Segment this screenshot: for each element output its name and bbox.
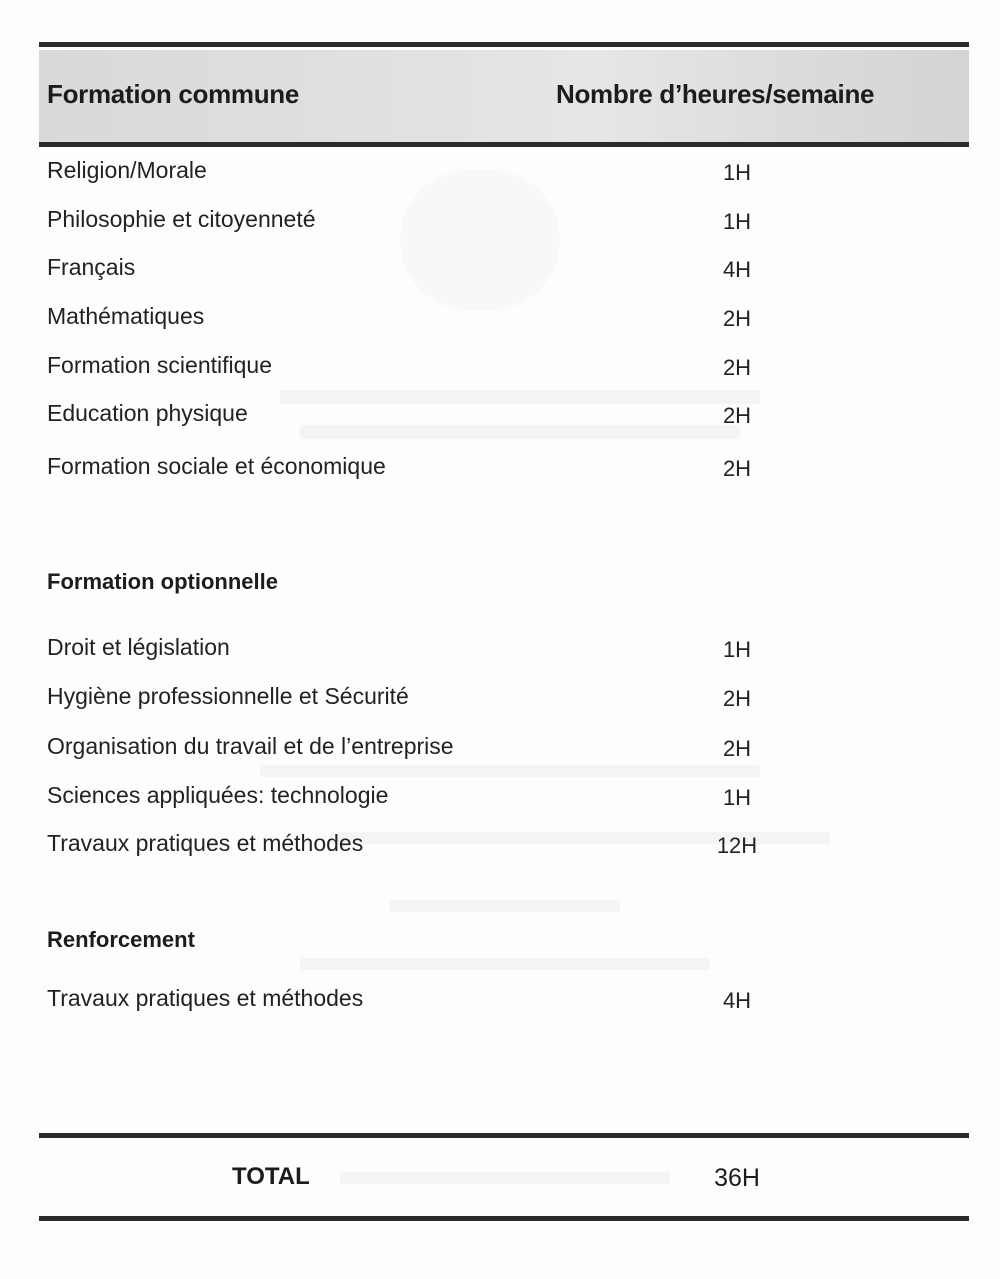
hours-cell: 2H — [722, 403, 752, 428]
table-row — [47, 733, 807, 765]
hours-cell: 4H — [722, 257, 752, 282]
hours-cell: 1H — [722, 160, 752, 185]
table-row — [47, 830, 807, 862]
hours-cell: 2H — [722, 355, 752, 380]
subject-cell: Mathématiques — [47, 303, 205, 329]
hours-cell: 2H — [722, 736, 752, 761]
total-value: 36H — [714, 1164, 760, 1192]
hours-cell: 1H — [722, 209, 752, 234]
hours-cell: 2H — [722, 306, 752, 331]
column-header-subject: Formation commune — [47, 79, 300, 109]
column-header-hours: Nombre d’heures/semaine — [556, 79, 875, 109]
bleed-through-mark — [400, 170, 560, 310]
total-bottom-rule — [39, 1216, 969, 1221]
bleed-through-mark — [260, 765, 760, 777]
hours-cell: 4H — [722, 988, 752, 1013]
total-top-rule — [39, 1133, 969, 1138]
table-row — [47, 157, 807, 189]
table-row — [47, 782, 807, 814]
bleed-through-mark — [390, 900, 620, 912]
subject-cell: Religion/Morale — [47, 157, 207, 183]
hours-cell: 1H — [722, 785, 752, 810]
hours-cell: 2H — [722, 456, 752, 481]
subject-cell: Droit et législation — [47, 634, 230, 660]
hours-cell: 12H — [716, 833, 758, 858]
section-title-formation-optionnelle: Formation optionnelle — [47, 569, 278, 594]
subject-cell: Sciences appliquées: technologie — [47, 782, 389, 808]
hours-cell: 2H — [722, 686, 752, 711]
table-row — [47, 985, 807, 1017]
subject-cell: Organisation du travail et de l’entreprise — [47, 733, 454, 759]
subject-cell: Travaux pratiques et méthodes — [47, 830, 364, 856]
subject-cell: Hygiène professionnelle et Sécurité — [47, 683, 409, 709]
subject-cell: Français — [47, 254, 136, 280]
subject-cell: Philosophie et citoyenneté — [47, 206, 316, 232]
subject-cell: Education physique — [47, 400, 248, 426]
table-row — [47, 453, 807, 485]
table-row — [47, 303, 807, 335]
header-bottom-rule — [39, 142, 969, 147]
subject-cell: Travaux pratiques et méthodes — [47, 985, 364, 1011]
top-rule — [39, 42, 969, 47]
subject-cell: Formation sociale et économique — [47, 453, 386, 479]
total-label: TOTAL — [232, 1163, 310, 1190]
hours-cell: 1H — [722, 637, 752, 662]
table-row — [47, 254, 807, 286]
table-row — [47, 400, 807, 432]
bleed-through-mark — [340, 1172, 670, 1184]
table-row — [47, 352, 807, 384]
subject-cell: Formation scientifique — [47, 352, 272, 378]
table-row — [47, 683, 807, 715]
section-title-renforcement: Renforcement — [47, 927, 195, 952]
bleed-through-mark — [300, 958, 710, 970]
table-row — [47, 634, 807, 666]
table-row — [47, 206, 807, 238]
